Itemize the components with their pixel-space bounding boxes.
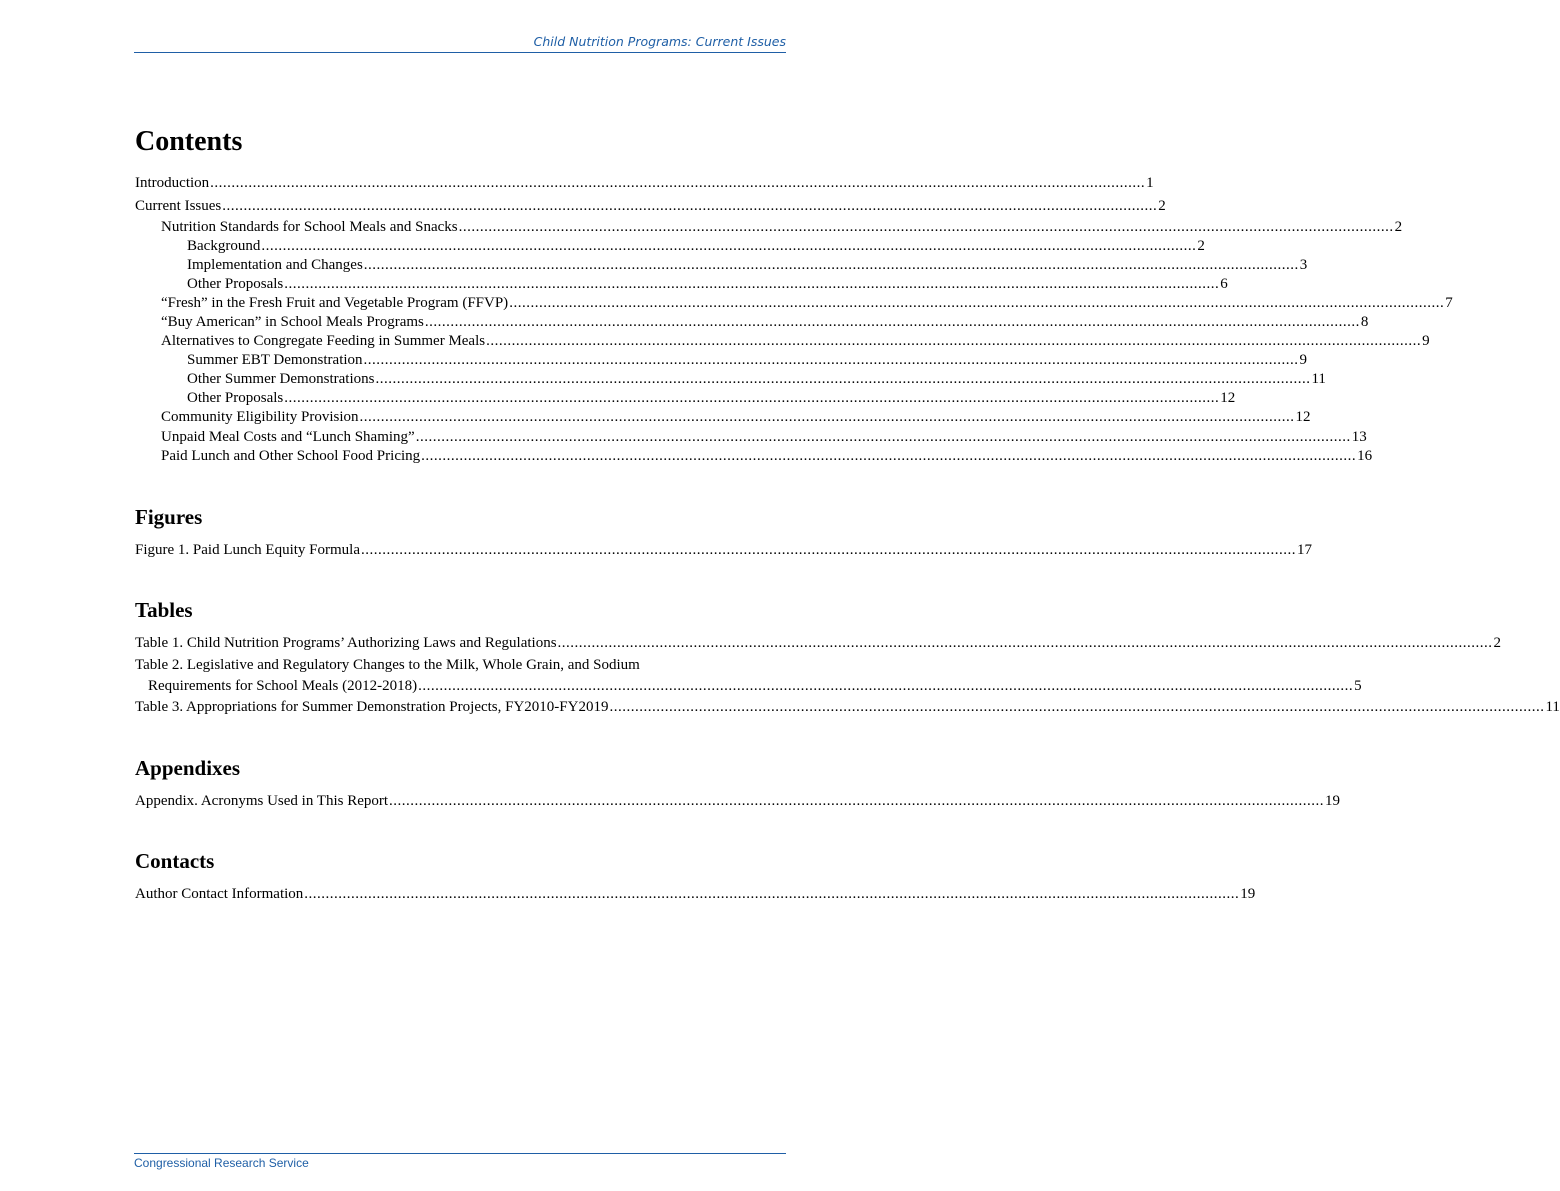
toc-entry[interactable] [187,275,1228,294]
dot-leader: ............................................................................................................................................................................................................................ [557,635,1493,651]
contacts-heading: Contacts [135,849,215,873]
dot-leader: ............................................................................................................................................................................................................................ [304,886,1240,902]
toc-entry-page: 13 [1351,429,1367,445]
toc-entry[interactable] [187,389,1236,408]
toc-entry[interactable] [187,237,1205,256]
toc-entry[interactable] [135,174,1154,193]
toc-entry[interactable] [161,313,1369,332]
toc-entry-page: 2 [1158,198,1166,214]
table-entry-title: Table 1. Child Nutrition Programs’ Authorizing Laws and Regulations [135,635,557,651]
table-entry[interactable] [135,698,1560,717]
toc-entry[interactable] [161,408,1311,427]
footer-text: Congressional Research Service [134,1156,309,1170]
toc-entry-title: Other Proposals [187,276,284,292]
dot-leader: ............................................................................................................................................................................................................................ [284,276,1220,292]
toc-entry-page: 9 [1422,333,1430,349]
dot-leader: ............................................................................................................................................................................................................................ [415,429,1351,445]
figure-entry-title: Figure 1. Paid Lunch Equity Formula [135,542,360,558]
toc-entry[interactable] [161,332,1430,351]
dot-leader: ............................................................................................................................................................................................................................ [284,390,1220,406]
toc-entry[interactable] [187,370,1326,389]
toc-entry-title: Implementation and Changes [187,257,363,273]
toc-entry-page: 8 [1360,314,1369,330]
dot-leader: ............................................................................................................................................................................................................................ [458,219,1394,235]
toc-entry-title: Paid Lunch and Other School Food Pricing [161,448,421,464]
toc-entry[interactable] [187,351,1308,370]
appendix-entry-title: Appendix. Acronyms Used in This Report [135,793,389,809]
toc-entry-page: 9 [1299,352,1308,368]
header-title: Child Nutrition Programs: Current Issues [533,34,786,49]
dot-leader: ............................................................................................................................................................................................................................ [421,448,1357,464]
toc-entry[interactable] [135,197,1166,216]
dot-leader: ............................................................................................................................................................................................................................ [363,257,1299,273]
table-entry-first-line[interactable]: Table 2. Legislative and Regulatory Changes to the Milk, Whole Grain, and Sodium [135,657,640,673]
toc-entry[interactable] [161,294,1453,313]
toc-entry-page: 12 [1220,390,1236,406]
table-entry[interactable] [148,677,1362,696]
toc-entry[interactable] [187,256,1308,275]
table-entry-page: 2 [1493,635,1502,651]
dot-leader: ............................................................................................................................................................................................................................ [509,295,1445,311]
toc-entry-page: 16 [1357,448,1373,464]
toc-entry-title: Unpaid Meal Costs and “Lunch Shaming” [161,429,415,445]
dot-leader: ............................................................................................................................................................................................................................ [222,198,1158,214]
toc-entry-title: “Buy American” in School Meals Programs [161,314,424,330]
dot-leader: ............................................................................................................................................................................................................................ [389,793,1325,809]
toc-entry-title: Community Eligibility Provision [161,409,359,425]
toc-entry-page: 2 [1394,219,1403,235]
appendix-entry-page: 19 [1325,793,1341,809]
dot-leader: ............................................................................................................................................................................................................................ [486,333,1422,349]
toc-entry-page: 1 [1146,175,1154,191]
dot-leader: ............................................................................................................................................................................................................................ [375,371,1311,387]
toc-entry-page: 12 [1295,409,1311,425]
dot-leader: ............................................................................................................................................................................................................................ [359,409,1295,425]
toc-entry-page: 3 [1299,257,1308,273]
table-entry-page: 11 [1545,699,1560,715]
dot-leader: ............................................................................................................................................................................................................................ [363,352,1299,368]
toc-entry[interactable] [161,428,1367,447]
toc-entry-title: Other Summer Demonstrations [187,371,375,387]
dot-leader: ............................................................................................................................................................................................................................ [418,678,1354,694]
table-entry-title: Table 3. Appropriations for Summer Demonstration Projects, FY2010-FY2019 [135,699,609,715]
toc-entry-title: Nutrition Standards for School Meals and Snacks [161,219,458,235]
contact-entry[interactable] [135,885,1256,904]
table-entry[interactable] [135,634,1502,653]
toc-entry-title: Alternatives to Congregate Feeding in Summer Meals [161,333,486,349]
toc-entry-title: Background [187,238,261,254]
running-footer [134,1153,786,1170]
toc-entry[interactable] [161,218,1403,237]
toc-entry-title: Current Issues [135,198,222,214]
dot-leader: ............................................................................................................................................................................................................................ [424,314,1360,330]
contact-entry-title: Author Contact Information [135,886,304,902]
tables-heading: Tables [135,598,193,622]
dot-leader: ............................................................................................................................................................................................................................ [360,542,1296,558]
table-entry-page: 5 [1354,678,1362,694]
dot-leader: ............................................................................................................................................................................................................................ [261,238,1197,254]
figure-entry[interactable] [135,541,1312,560]
toc-entry[interactable] [161,447,1373,466]
figure-entry-page: 17 [1296,542,1312,558]
toc-entry-title: Introduction [135,175,210,191]
running-header [134,33,786,53]
toc-entry-title: Summer EBT Demonstration [187,352,363,368]
contents-heading: Contents [135,126,243,157]
contact-entry-page: 19 [1240,886,1256,902]
toc-entry-page: 11 [1311,371,1326,387]
dot-leader: ............................................................................................................................................................................................................................ [609,699,1545,715]
toc-entry-title: Other Proposals [187,390,284,406]
toc-entry-page: 7 [1445,295,1453,311]
dot-leader: ............................................................................................................................................................................................................................ [210,175,1146,191]
appendix-entry[interactable] [135,792,1341,811]
toc-entry-page: 2 [1197,238,1205,254]
table-entry-title: Requirements for School Meals (2012-2018) [148,678,418,694]
toc-entry-title: “Fresh” in the Fresh Fruit and Vegetable Program (FFVP) [161,295,509,311]
toc-entry-page: 6 [1220,276,1228,292]
appendixes-heading: Appendixes [135,756,241,780]
figures-heading: Figures [135,505,203,529]
